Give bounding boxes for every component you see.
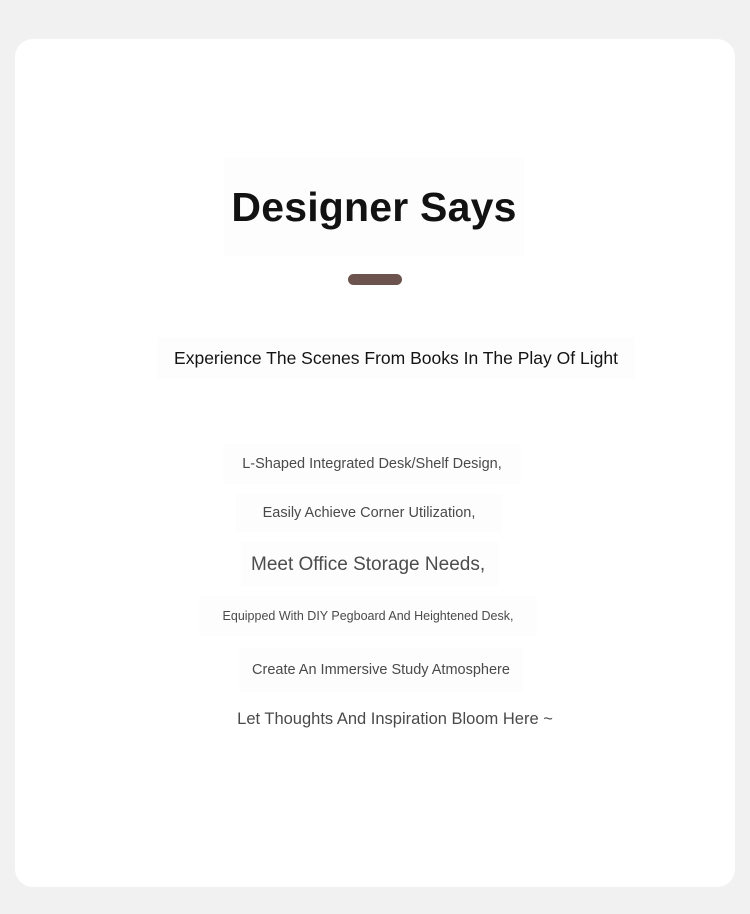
description-line-1: L-Shaped Integrated Desk/Shelf Design, — [223, 444, 521, 484]
description-line-2: Easily Achieve Corner Utilization, — [236, 494, 502, 532]
description-line-5: Create An Immersive Study Atmosphere — [239, 648, 523, 692]
content-card — [15, 39, 735, 887]
description-line-3: Meet Office Storage Needs, — [241, 542, 499, 586]
closing-line: Let Thoughts And Inspiration Bloom Here ~ — [237, 709, 553, 728]
description-line-4: Equipped With DIY Pegboard And Heightened Desk, — [199, 596, 537, 636]
subtitle: Experience The Scenes From Books In The Play Of Light — [157, 337, 635, 379]
page-title: Designer Says — [224, 158, 524, 256]
title-divider — [348, 274, 402, 285]
